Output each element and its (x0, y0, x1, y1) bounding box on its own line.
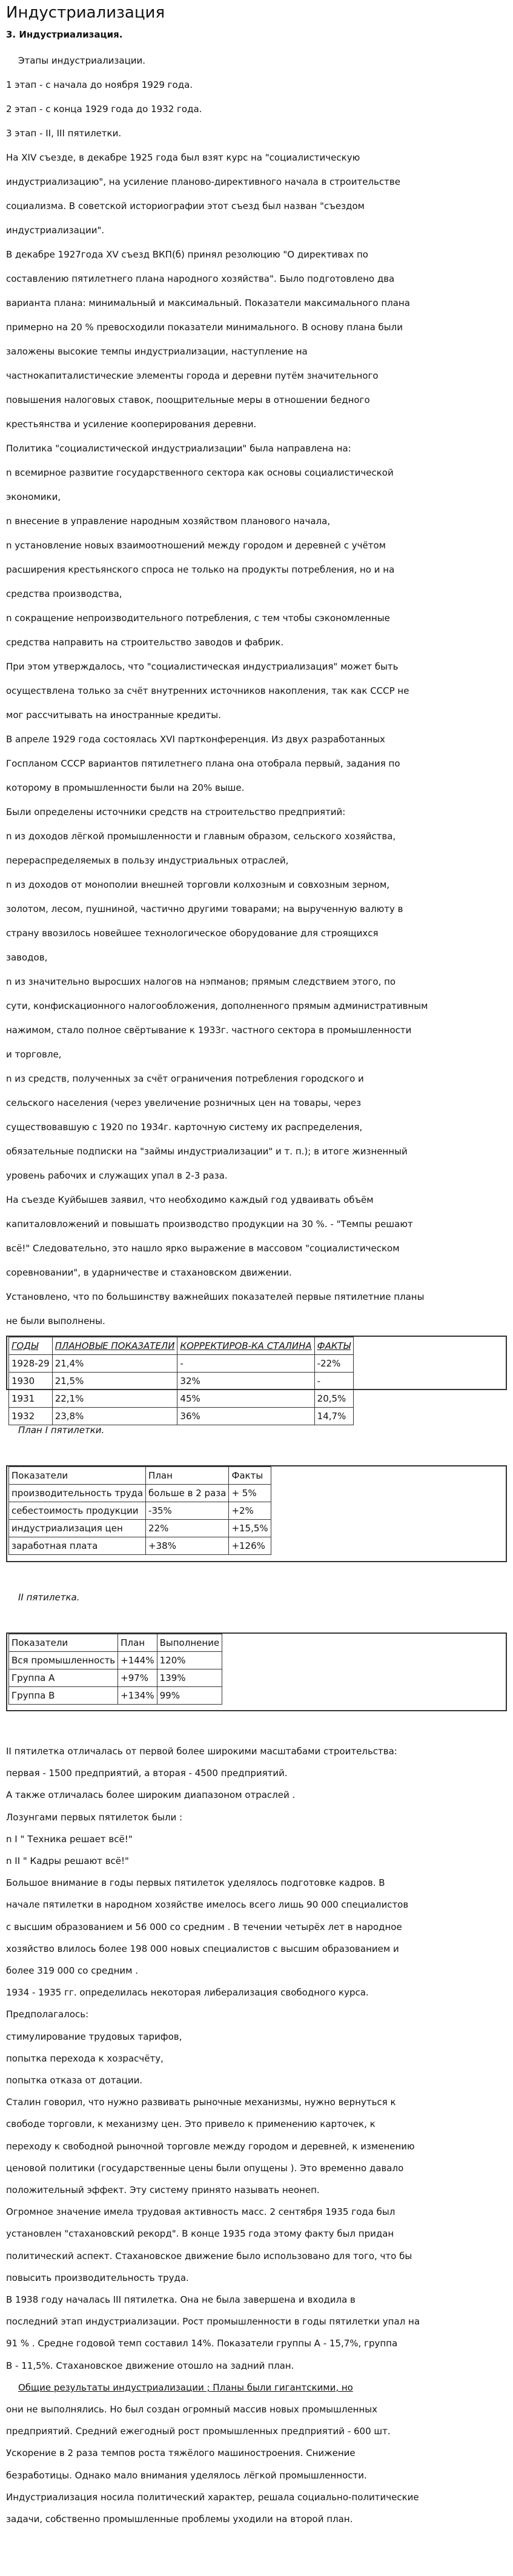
table-row (9, 1390, 354, 1408)
table-cell: 36% (177, 1408, 314, 1425)
paragraph-line: сельского населения (через увеличение розничных цен на товары, через (6, 1097, 362, 1108)
table-header-cell: ФАКТЫ (314, 1337, 353, 1355)
table-header-cell: ГОДЫ (9, 1337, 53, 1355)
paragraph-line: n I " Техника решает всё!" (6, 1834, 133, 1845)
paragraph-line: заложены высокие темпы индустриализации, наступление на (6, 346, 308, 357)
paragraph-line: всё!" Следовательно, это нашло ярко выражение в массовом "социалистическом (6, 1243, 400, 1254)
paragraph-line: 91 % . Средне годовой темп составил 14%. Показатели группы А - 15,7%, группа (6, 2338, 398, 2349)
table-cell: +134% (118, 1687, 157, 1705)
paragraph-line: Установлено, что по большинству важнейших показателей первые пятилетние планы (6, 1291, 425, 1302)
paragraph-line: индустриализации". (6, 225, 105, 236)
table-cell: +2% (229, 1502, 271, 1520)
paragraph-line: сути, конфискационного налогообложения, дополненного прямым административным (6, 1000, 428, 1011)
paragraph-line: перераспределяемых в пользу индустриальных отраслей, (6, 855, 289, 866)
table-cell: 1930 (9, 1373, 53, 1390)
paragraph-line: Огромное значение имела трудовая активность масс. 2 сентября 1935 года был (6, 2206, 396, 2217)
table-cell: + 5% (229, 1485, 271, 1502)
table-cell: 99% (157, 1687, 222, 1705)
paragraph-line: экономики, (6, 491, 61, 502)
paragraph-line: индустриализацию", на усиление планово-директивного начала в строительстве (6, 176, 400, 187)
table-header-cell: План (146, 1467, 229, 1485)
table-row (9, 1337, 354, 1355)
table-cell: - (314, 1373, 353, 1390)
table-header-cell: КОРРЕКТИРОВ-КА СТАЛИНА (177, 1337, 314, 1355)
table-cell: - (177, 1355, 314, 1373)
table-header-cell: План (118, 1634, 157, 1652)
paragraph-line: 3 этап - II, III пятилетки. (6, 128, 122, 139)
paragraph-line: социализма. В советской историографии этот съезд был назван "съездом (6, 201, 365, 211)
paragraph-line: n из значительно выросших налогов на нэпманов; прямым следствием этого, по (6, 976, 396, 987)
paragraph-line: они не выполнялись. Но был создан огромный массив новых промышленных (6, 2404, 378, 2415)
table-row (9, 1485, 271, 1502)
table-stalin-corrections (8, 1337, 354, 1425)
paragraph-line: n внесение в управление народным хозяйством планового начала, (6, 516, 331, 527)
paragraph-line: n сокращение непроизводительного потребления, с тем чтобы сэкономленные (6, 613, 390, 624)
paragraph-line: средства направить на строительство заводов и фабрик. (6, 637, 284, 648)
table-first-five-year-plan (8, 1466, 271, 1555)
table-cell: 23,8% (52, 1408, 177, 1425)
paragraph-line: уровень рабочих и служащих упал в 2-3 раза. (6, 1170, 228, 1181)
paragraph-line: Сталин говорил, что нужно развивать рыночные механизмы, нужно вернуться к (6, 2097, 396, 2108)
paragraph-line: первая - 1500 предприятий, а вторая - 4500 предприятий. (6, 1768, 288, 1779)
table-header-cell: Выполнение (157, 1634, 222, 1652)
table-row (9, 1669, 222, 1687)
paragraph-line: положительный эффект. Эту систему принято называть неонеп. (6, 2185, 320, 2195)
table-second-five-year-plan (8, 1634, 222, 1705)
paragraph-line: хозяйство влилось более 198 000 новых специалистов с высшим образованием и (6, 1943, 399, 1954)
paragraph-line: n из доходов лёгкой промышленности и главным образом, сельского хозяйства, (6, 831, 396, 842)
paragraph-line: При этом утверждалось, что "социалистическая индустриализация" может быть (6, 661, 399, 672)
paragraph-line: существовавшую с 1920 по 1934г. карточную систему их распределения, (6, 1122, 363, 1133)
paragraph-line: задачи, собственно промышленные проблемы уходили на второй план. (6, 2514, 353, 2524)
table-frame-3 (6, 1632, 507, 1711)
table-cell: производительность труда (9, 1485, 146, 1502)
paragraph-line: Большое внимание в годы первых пятилеток уделялось подготовке кадров. В (6, 1877, 385, 1888)
table-header-cell: Факты (229, 1467, 271, 1485)
paragraph-line: n всемирное развитие государственного сектора как основы социалистической (6, 467, 394, 478)
paragraph-line: составлению пятилетнего плана народного хозяйства". Было подготовлено два (6, 273, 395, 284)
paragraph-line: страну ввозилось новейшее технологическое оборудование для строящихся (6, 928, 379, 939)
paragraph-line: переходу к свободной рыночной торговле между городом и деревней, к изменению (6, 2141, 415, 2152)
paragraph-line: В - 11,5%. Стахановское движение отошло на задний план. (6, 2360, 294, 2371)
paragraph-line: n установление новых взаимоотношений между городом и деревней с учётом (6, 540, 386, 551)
table-cell: +144% (118, 1652, 157, 1669)
table-cell: +126% (229, 1537, 271, 1555)
table-cell: -35% (146, 1502, 229, 1520)
table-cell: 1932 (9, 1408, 53, 1425)
paragraph-line: политический аспект. Стахановское движение было использовано для того, что бы (6, 2251, 412, 2261)
table-cell: Вся промышленность (9, 1652, 118, 1669)
paragraph-line: мог рассчитывать на иностранные кредиты. (6, 710, 221, 721)
table-header-cell: Показатели (9, 1634, 118, 1652)
paragraph-line: повысить производительность труда. (6, 2272, 189, 2283)
paragraph-line: Индустриализация носила политический характер, решала социально-политические (6, 2492, 419, 2503)
table-header-cell: ПЛАНОВЫЕ ПОКАЗАТЕЛИ (52, 1337, 177, 1355)
paragraph-line: примерно на 20 % превосходили показатели минимального. В основу плана были (6, 322, 403, 333)
table-row (9, 1502, 271, 1520)
table-cell: 21,5% (52, 1373, 177, 1390)
paragraph-line: обязательные подписки на "займы индустриализации" и т. п.); в итоге жизненный (6, 1146, 408, 1157)
table-cell: -22% (314, 1355, 353, 1373)
table-row (9, 1652, 222, 1669)
paragraph-line: В апреле 1929 года состоялась XVI партконференция. Из двух разработанных (6, 734, 385, 745)
paragraph-line: 2 этап - с конца 1929 года до 1932 года. (6, 104, 202, 115)
table-row (9, 1408, 354, 1425)
section-heading: 3. Индустриализация. (6, 29, 123, 40)
paragraph-line: попытка отказа от дотации. (6, 2075, 143, 2086)
paragraph-line: нажимом, стало полное свёртывание к 1933г. частного сектора в промышленности (6, 1025, 412, 1036)
paragraph-line: более 319 000 со средним . (6, 1965, 139, 1976)
table-cell: 32% (177, 1373, 314, 1390)
table-cell: заработная плата (9, 1537, 146, 1555)
table-caption: II пятилетка. (18, 1592, 80, 1603)
table-cell: индустриализация цен (9, 1520, 146, 1537)
paragraph-line: попытка перехода к хозрасчёту, (6, 2053, 164, 2064)
paragraph-line: осуществлена только за счёт внутренних источников накопления, так как СССР не (6, 685, 409, 696)
table-cell: Группа В (9, 1687, 118, 1705)
table-cell: +97% (118, 1669, 157, 1687)
paragraph-line: свободе торговли, к механизму цен. Это привело к применению карточек, к (6, 2118, 376, 2129)
table-row (9, 1634, 222, 1652)
table-cell: +38% (146, 1537, 229, 1555)
page-title: Индустриализация (6, 4, 165, 22)
table-cell: 22,1% (52, 1390, 177, 1408)
paragraph-line: II пятилетка отличалась от первой более широкими масштабами строительства: (6, 1746, 397, 1757)
table-cell: 45% (177, 1390, 314, 1408)
table-row (9, 1537, 271, 1555)
table-row (9, 1355, 354, 1373)
paragraph-line: расширения крестьянского спроса не только на продукты потребления, но и на (6, 564, 395, 575)
paragraph-line: На съезде Куйбышев заявил, что необходимо каждый год удваивать объём (6, 1194, 374, 1205)
paragraph-line: начале пятилетки в народном хозяйстве имелось всего лишь 90 000 специалистов (6, 1899, 409, 1910)
table-cell: 1928-29 (9, 1355, 53, 1373)
table-cell: 1931 (9, 1390, 53, 1408)
paragraph-line: варианта плана: минимальный и максимальный. Показатели максимального плана (6, 298, 410, 308)
paragraph-line: В 1938 году началась III пятилетка. Она не была завершена и входила в (6, 2294, 356, 2305)
table-frame-2 (6, 1465, 507, 1562)
paragraph-line: капиталовложений и повышать производство продукции на 30 %. - "Темпы решают (6, 1219, 413, 1230)
table-cell: +15,5% (229, 1520, 271, 1537)
paragraph-line: заводов, (6, 952, 48, 963)
table-cell: 14,7% (314, 1408, 353, 1425)
paragraph-line: последний этап индустриализации. Рост промышленности в годы пятилетки упал на (6, 2316, 420, 2327)
paragraph-line: не были выполнены. (6, 1316, 105, 1326)
paragraph-line: соревновании", в ударничестве и стахановском движении. (6, 1267, 292, 1278)
table-cell: себестоимость продукции (9, 1502, 146, 1520)
table-cell: 21,4% (52, 1355, 177, 1373)
table-caption: План I пятилетки. (18, 1425, 105, 1436)
paragraph-line: ценовой политики (государственные цены были опущены ). Это временно давало (6, 2163, 404, 2174)
table-cell: 120% (157, 1652, 222, 1669)
paragraph-line: золотом, лесом, пушниной, частично другими товарами; на вырученную валюту в (6, 904, 403, 914)
paragraph-line: 1 этап - с начала до ноября 1929 года. (6, 79, 193, 90)
paragraph-line: Лозунгами первых пятилеток были : (6, 1812, 183, 1823)
table-cell: Группа А (9, 1669, 118, 1687)
paragraph-line: Госпланом СССР вариантов пятилетнего плана она отобрала первый, задания по (6, 758, 400, 769)
paragraph-line: безработицы. Однако мало внимания уделялось лёгкой промышленности. (6, 2470, 367, 2481)
paragraph-line: n из средств, полученных за счёт ограничения потребления городского и (6, 1073, 364, 1084)
paragraph-line: установлен "стахановский рекорд". В конце 1935 года этому факту был придан (6, 2228, 394, 2239)
paragraph-line: А также отличалась более широким диапазоном отраслей . (6, 1789, 296, 1800)
paragraph-line: и торговле, (6, 1049, 62, 1060)
paragraph-line: Были определены источники средств на строительство предприятий: (6, 807, 346, 817)
table-row (9, 1687, 222, 1705)
table-row (9, 1520, 271, 1537)
paragraph-line: Ускорение в 2 раза темпов роста тяжёлого машиностроения. Снижение (6, 2448, 356, 2458)
paragraph-line: n II " Кадры решают всё!" (6, 1855, 129, 1866)
paragraph-line: которому в промышленности были на 20% выше. (6, 782, 245, 793)
table-cell: 20,5% (314, 1390, 353, 1408)
paragraph-line: n из доходов от монополии внешней торговли колхозным и совхозным зерном, (6, 879, 390, 890)
paragraph-line: крестьянства и усиление кооперирования деревни. (6, 419, 257, 430)
paragraph-line: Этапы индустриализации. (18, 55, 146, 66)
table-row (9, 1373, 354, 1390)
table-cell: 22% (146, 1520, 229, 1537)
paragraph-line: 1934 - 1935 гг. определилась некоторая либерализация свободного курса. (6, 1987, 369, 1998)
paragraph-line: Предполагалось: (6, 2009, 89, 2020)
paragraph-line: средства производства, (6, 588, 122, 599)
paragraph-line: Общие результаты индустриализации ; Планы были гигантскими, но (18, 2382, 353, 2393)
table-cell: 139% (157, 1669, 222, 1687)
paragraph-line: повышения налоговых ставок, поощрительные меры в отношении бедного (6, 394, 370, 405)
table-frame-1 (6, 1336, 507, 1422)
paragraph-line: предприятий. Средний ежегодный рост промышленных предприятий - 600 шт. (6, 2426, 391, 2437)
paragraph-line: На XIV съезде, в декабре 1925 года был взят курс на "социалистическую (6, 152, 360, 163)
paragraph-line: с высшим образованием и 56 000 со средним . В течении четырёх лет в народное (6, 1922, 402, 1932)
paragraph-line: частнокапиталистические элементы города и деревни путём значительного (6, 370, 379, 381)
paragraph-line: В декабре 1927года XV съезд ВКП(б) принял резолюцию "О директивах по (6, 249, 368, 260)
table-row (9, 1467, 271, 1485)
paragraph-line: Политика "социалистической индустриализации" была направлена на: (6, 443, 351, 454)
table-cell: больше в 2 раза (146, 1485, 229, 1502)
paragraph-line: стимулирование трудовых тарифов, (6, 2031, 182, 2042)
table-header-cell: Показатели (9, 1467, 146, 1485)
